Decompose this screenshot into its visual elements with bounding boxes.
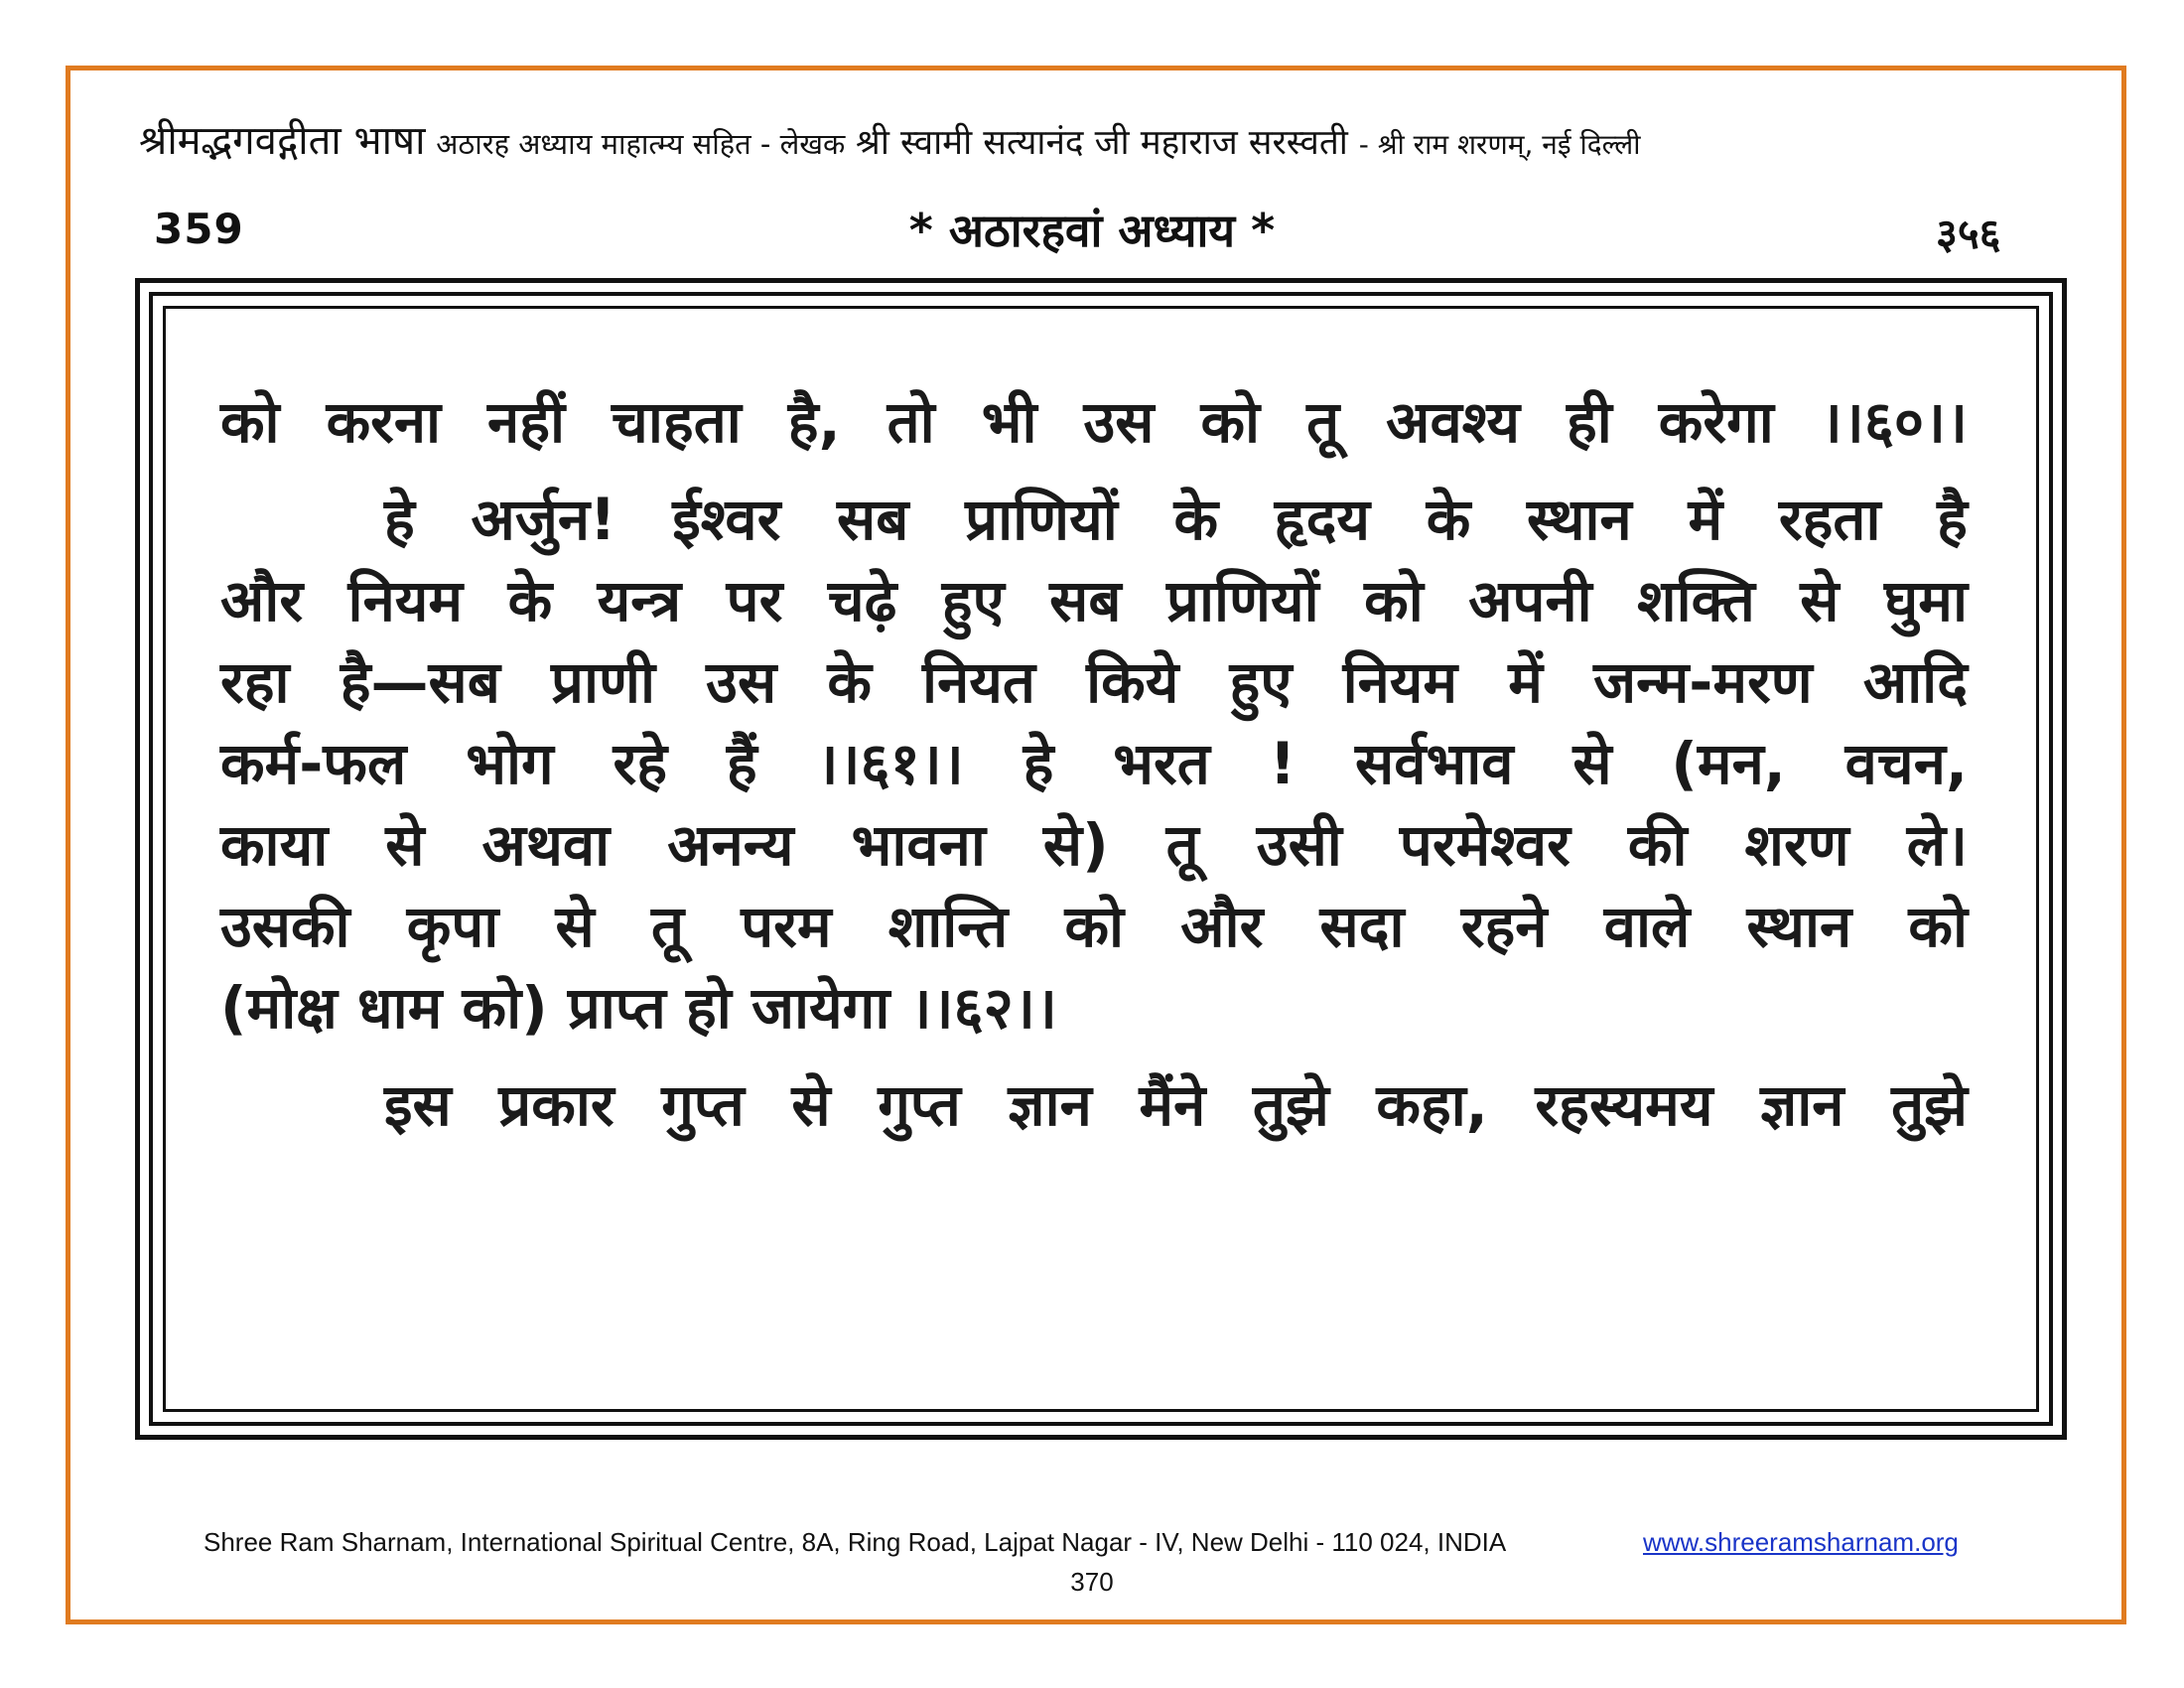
publisher-name: - श्री राम शरणम्, नई दिल्ली: [1358, 128, 1641, 161]
footer-address: Shree Ram Sharnam, International Spiritual Centre, 8A, Ring Road, Lajpat Nagar - IV, New Delhi - 110 024, INDIA: [204, 1527, 1507, 1557]
page-number-right: ३५६: [1936, 210, 2001, 258]
running-header: [139, 119, 2055, 167]
text-line: कर्म-फल भोग रहे हैं ।।६१।। हे भरत ! सर्वभाव से (मन, वचन,: [220, 730, 1968, 797]
text-line: काया से अथवा अनन्य भावना से) तू उसी परमेश्वर की शरण ले।: [220, 811, 1968, 879]
text-line: उसकी कृपा से तू परम शान्ति को और सदा रहने वाले स्थान को: [220, 893, 1968, 960]
book-subtitle: अठारह अध्याय माहात्म्य सहित - लेखक: [436, 127, 846, 161]
page-number-left: 359: [154, 205, 244, 253]
website-link[interactable]: www.shreeramsharnam.org: [1643, 1527, 1959, 1557]
author-name: श्री स्वामी सत्यानंद जी महाराज सरस्वती: [856, 123, 1348, 163]
text-line: और नियम के यन्त्र पर चढ़े हुए सब प्राणियों को अपनी शक्ति से घुमा: [220, 567, 1968, 634]
text-line: रहा है—सब प्राणी उस के नियत किये हुए नियम में जन्म-मरण आदि: [220, 648, 1968, 716]
text-line: इस प्रकार गुप्त से गुप्त ज्ञान मैंने तुझे कहा, रहस्यमय ज्ञान तुझे: [384, 1071, 1968, 1139]
book-title: श्रीमद्भगवद्गीता भाषा: [139, 118, 426, 164]
verse-body: [220, 381, 1968, 1146]
footer-page-number: 370: [1070, 1567, 1114, 1597]
text-line: (मोक्ष धाम को) प्राप्त हो जायेगा ।।६२।।: [220, 974, 1057, 1042]
text-line: को करना नहीं चाहता है, तो भी उस को तू अवश्य ही करेगा ।।६०।।: [220, 388, 1968, 456]
text-line: हे अर्जुन! ईश्वर सब प्राणियों के हृदय के स्थान में रहता है: [384, 486, 1968, 553]
chapter-title: * अठारहवां अध्याय *: [908, 204, 1276, 257]
